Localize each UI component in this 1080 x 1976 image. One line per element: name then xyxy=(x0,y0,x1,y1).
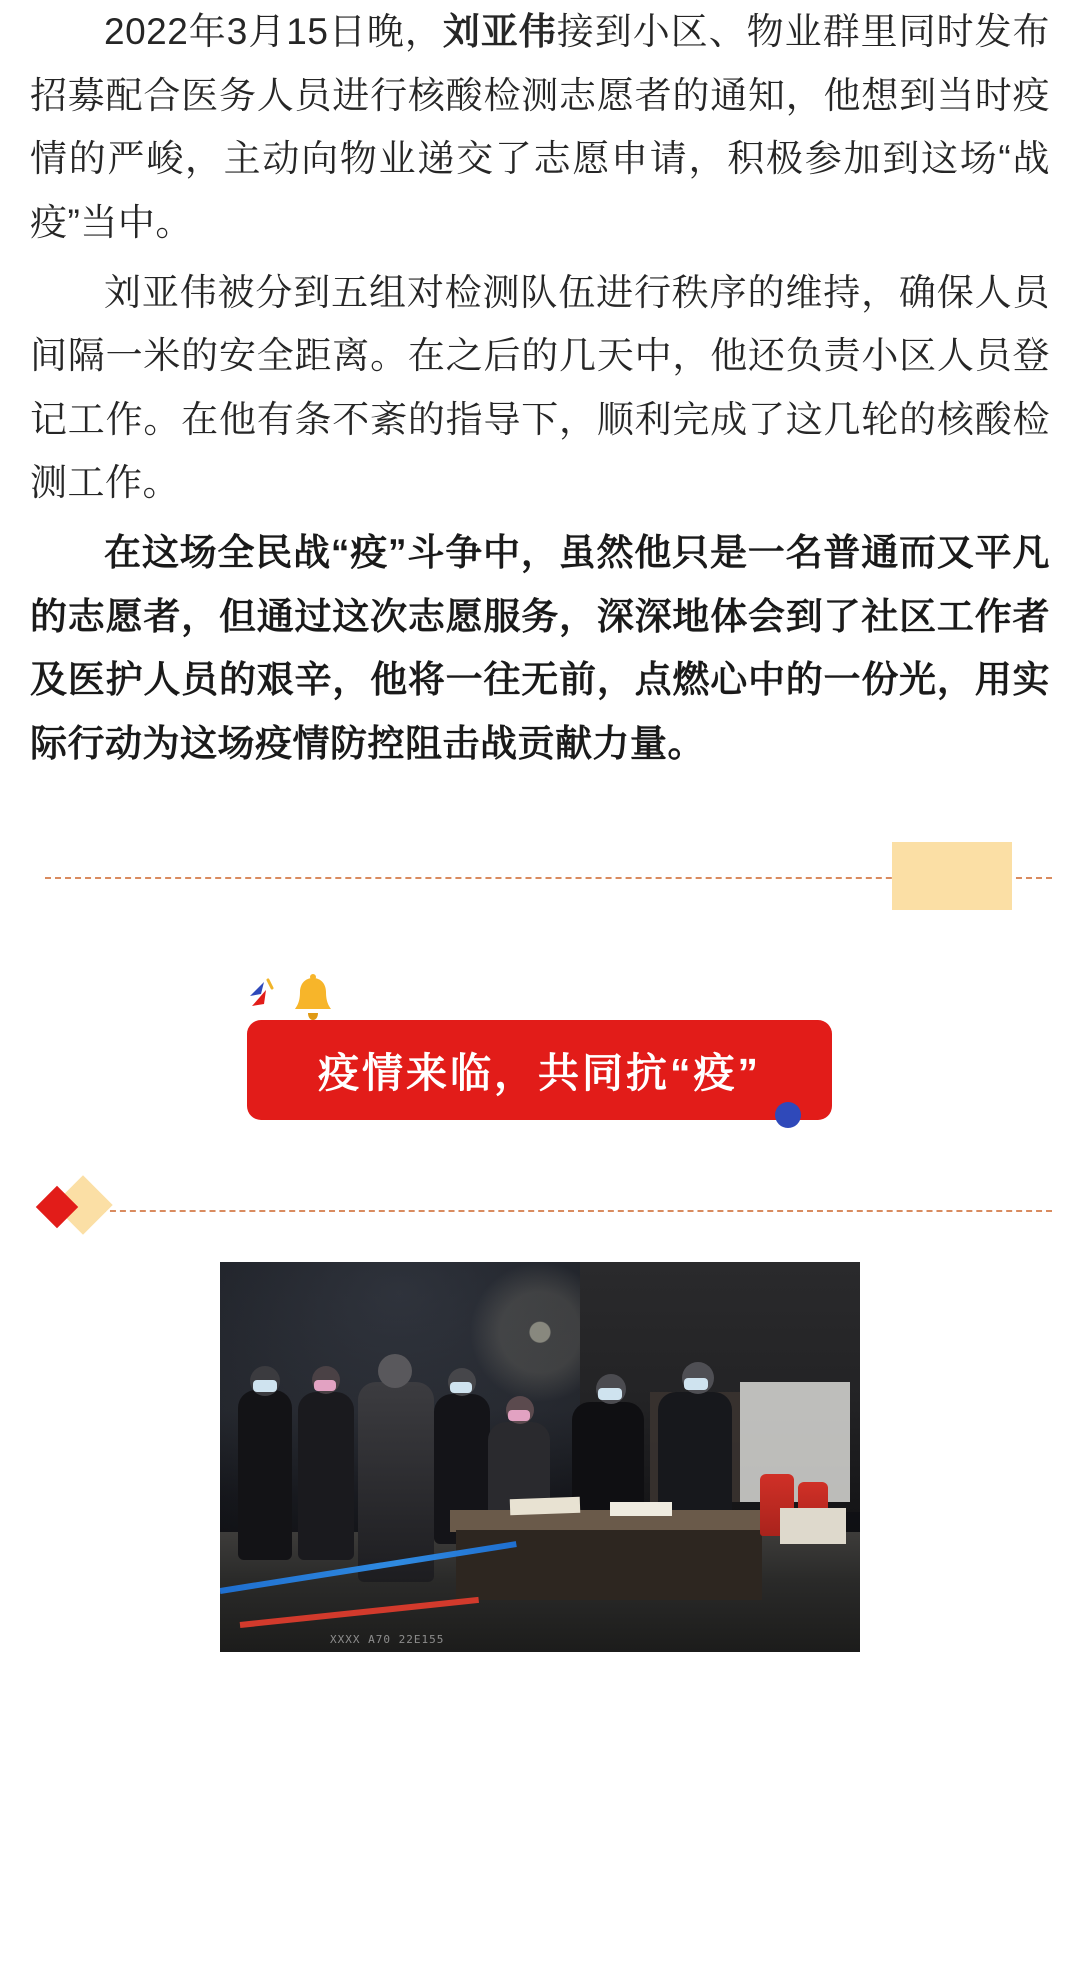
paragraph-1-lead: 2022年3月15日晚， xyxy=(104,11,443,52)
photo-person-mask xyxy=(684,1378,708,1390)
paragraph-2: 刘亚伟被分到五组对检测队伍进行秩序的维持，确保人员间隔一米的安全距离。在之后的几天中，他还负责小区人员登记工作。在他有条不紊的指导下，顺利完成了这几轮的核酸检测工作。 xyxy=(30,271,1050,504)
photo-paper xyxy=(510,1496,581,1514)
paragraph-1 xyxy=(30,0,1050,255)
photo-person xyxy=(238,1390,292,1560)
banner-title: 疫情来临，共同抗“疫” xyxy=(318,1050,761,1096)
photo-person-mask xyxy=(508,1410,530,1421)
photo-person-protective-suit xyxy=(358,1382,434,1582)
photo-paper xyxy=(610,1502,672,1516)
photo-wall-board xyxy=(740,1382,850,1502)
decorative-dot xyxy=(775,1102,801,1128)
photo-person-mask xyxy=(253,1380,277,1392)
photo-watermark: XXXX A70 22E155 xyxy=(330,1632,445,1646)
photo-person-mask xyxy=(598,1388,622,1400)
article-body xyxy=(0,0,1080,776)
divider-section xyxy=(0,822,1080,932)
dashed-divider-secondary xyxy=(100,1210,1052,1212)
diamond-divider-section xyxy=(0,1178,1080,1244)
paragraph-1-rest: 接到小区、物业群里同时发布招募配合医务人员进行核酸检测志愿者的通知，他想到当时疫情的严峻，主动向物业递交了志愿申请，积极参加到这场“战疫”当中。 xyxy=(30,11,1051,243)
photo-person-mask xyxy=(314,1380,336,1391)
photo-person-mask xyxy=(450,1382,472,1393)
banner-pill xyxy=(247,1020,832,1120)
photo-box xyxy=(780,1508,846,1544)
photo-container xyxy=(220,1262,860,1652)
spark-icon xyxy=(248,978,288,1012)
bell-icon xyxy=(290,974,336,1026)
person-name: 刘亚伟 xyxy=(442,11,557,52)
section-banner xyxy=(0,952,1080,1172)
accent-block xyxy=(892,842,1012,910)
photo-table-body xyxy=(456,1530,762,1600)
photo-scene xyxy=(220,1262,860,1652)
paragraph-3: 在这场全民战“疫”斗争中，虽然他只是一名普通而又平凡的志愿者，但通过这次志愿服务，深深地体会到了社区工作者及医护人员的艰辛，他将一往无前，点燃心中的一份光，用实际行动为这场疫情防控阻击战贡献力量。 xyxy=(30,532,1050,764)
photo-person-head xyxy=(378,1354,412,1388)
photo-person xyxy=(298,1392,354,1560)
